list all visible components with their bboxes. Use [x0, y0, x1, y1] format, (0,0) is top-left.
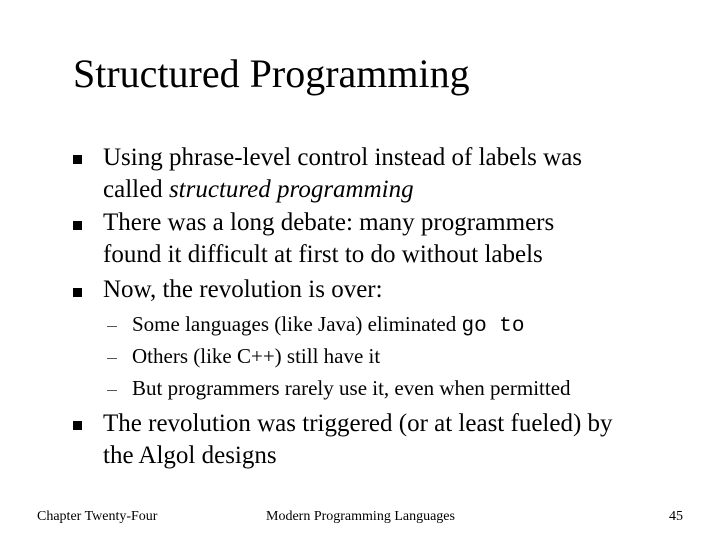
code-text: go to — [461, 315, 525, 338]
slide-title: Structured Programming — [73, 51, 470, 96]
bullet-text: called — [103, 176, 169, 203]
bullet-line: the Algol designs — [103, 442, 277, 469]
bullet-line: Now, the revolution is over: — [103, 276, 383, 303]
footer-chapter: Chapter Twenty-Four — [37, 509, 158, 524]
bullet-line: found it difficult at first to do without labels — [103, 241, 543, 268]
square-bullet-icon — [73, 421, 82, 430]
square-bullet-icon — [73, 288, 82, 297]
bullet-item — [103, 207, 703, 271]
bullet-item — [103, 142, 703, 206]
square-bullet-icon — [73, 221, 82, 230]
bullet-item — [103, 274, 703, 306]
dash-bullet-icon — [107, 326, 117, 327]
bullet-item — [103, 408, 703, 472]
sub-bullet-text: Some languages (like Java) eliminated — [132, 312, 462, 336]
sub-bullet-item — [132, 373, 692, 404]
footer-book-title: Modern Programming Languages — [266, 509, 455, 524]
bullet-emphasis: structured programming — [168, 176, 414, 203]
bullet-line: The revolution was triggered (or at least fueled) by — [103, 410, 613, 437]
dash-bullet-icon — [107, 358, 117, 359]
sub-bullet-text: Others (like C++) still have it — [132, 344, 381, 368]
sub-bullet-item — [132, 309, 692, 342]
square-bullet-icon — [73, 155, 82, 164]
bullet-line: Using phrase-level control instead of labels was — [103, 144, 583, 171]
bullet-line — [103, 174, 703, 206]
dash-bullet-icon — [107, 390, 117, 391]
sub-bullet-item — [132, 341, 692, 372]
bullet-line: There was a long debate: many programmers — [103, 209, 555, 236]
footer-page-number: 45 — [669, 509, 683, 524]
sub-bullet-text: But programmers rarely use it, even when permitted — [132, 376, 571, 400]
